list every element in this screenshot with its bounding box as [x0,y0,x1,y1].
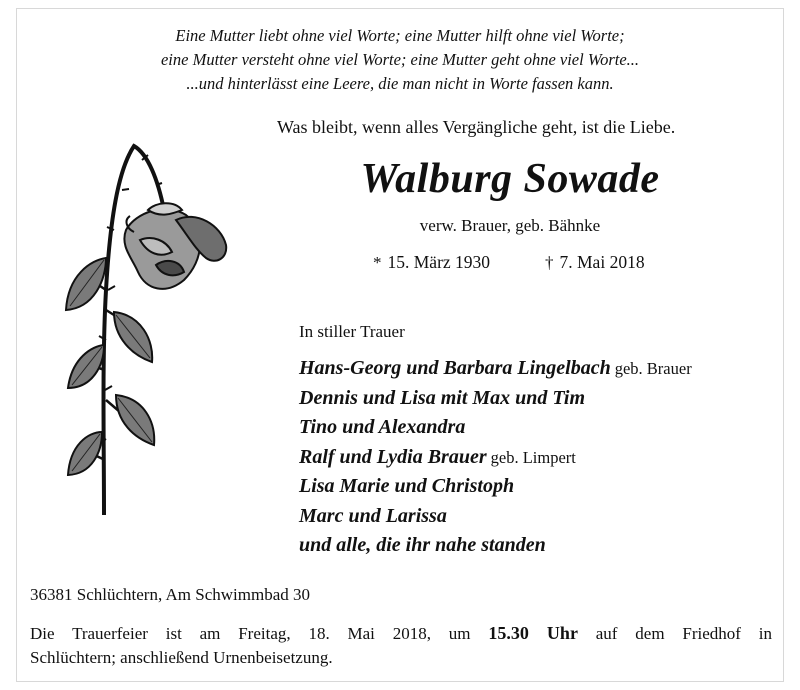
birth-symbol: * [373,253,382,272]
mourner-row [299,472,692,502]
mourners-list [299,354,692,561]
poem-line: eine Mutter versteht ohne viel Worte; eine Mutter geht ohne viel Worte... [160,50,640,69]
mourner-name: Tino und Alexandra [299,416,466,438]
mourner-row [299,531,692,561]
mourner-note: geb. Limpert [490,447,576,467]
death-symbol: † [545,253,554,272]
deceased-maiden-name: verw. Brauer, geb. Bähnke [419,216,601,235]
deceased-name: Walburg Sowade [360,156,660,202]
mourner-name: Lisa Marie und Christoph [299,475,515,497]
mourner-row [299,354,692,384]
birth-date-value: 15. März 1930 [387,252,491,272]
birth-date [373,252,490,273]
rose-drawing-icon [56,140,246,530]
mourner-row [299,384,692,414]
mourner-row [299,443,692,473]
mourner-row [299,413,692,443]
mourning-intro: In stiller Trauer [299,322,405,341]
mourner-name: Dennis und Lisa mit Max und Tim [299,386,585,409]
mourner-note: geb. Brauer [614,359,692,378]
poem [60,24,740,96]
mourner-name: Marc und Larissa [299,504,447,527]
motto: Was bleibt, wenn alles Vergängliche geht, ist die Liebe. [277,117,676,137]
ceremony-line-1 [30,621,772,646]
address: 36381 Schlüchtern, Am Schwimmbad 30 [30,585,311,604]
ceremony-time: 15.30 Uhr [488,623,578,643]
ceremony-text-1: Die Trauerfeier ist am Freitag, 18. Mai 2018, um [30,624,471,643]
poem-line: Eine Mutter liebt ohne viel Worte; eine Mutter hilft ohne viel Worte; [175,26,625,45]
mourner-name: und alle, die ihr nahe standen [299,534,546,556]
ceremony-line-2: Schlüchtern; anschließend Urnenbeisetzung. [30,648,333,667]
mourner-name: Ralf und Lydia Brauer [299,445,487,468]
poem-line: ...und hinterlässt eine Leere, die man nicht in Worte fassen kann. [186,74,614,93]
death-date [545,252,645,273]
death-date-value: 7. Mai 2018 [559,252,645,272]
mourner-name: Hans-Georg und Barbara Lingelbach [299,357,611,379]
mourner-row [299,502,692,532]
ceremony-notice [30,621,772,670]
ceremony-text-2: auf dem Friedhof in [595,624,772,643]
